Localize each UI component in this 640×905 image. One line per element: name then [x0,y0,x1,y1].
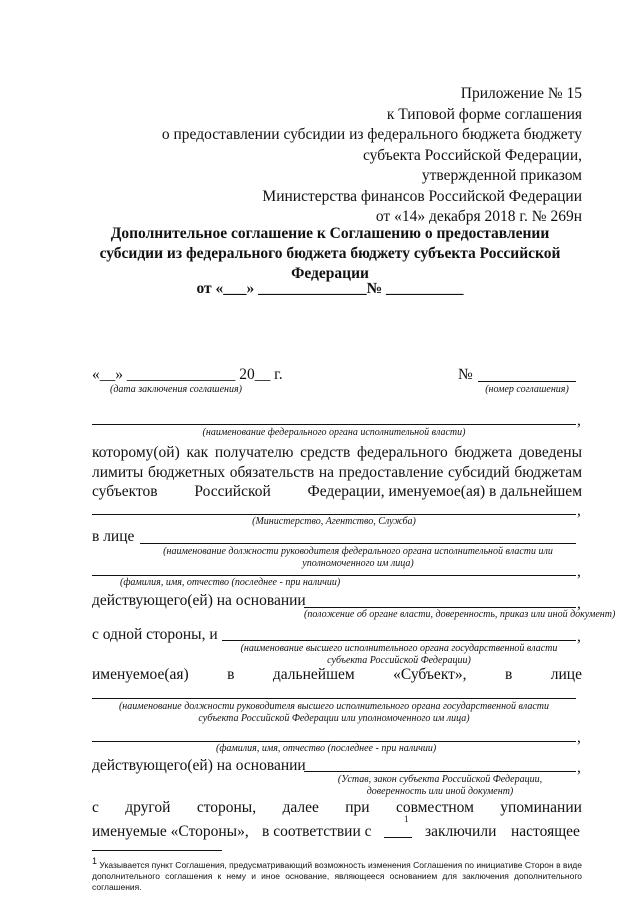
paragraph-1 [92,443,582,483]
subject-head-caption: (наименование должности руководителя высшего исполнительного органа государственной власти субъекта Российской Федерации или уполномоченного им лица) [118,701,550,724]
appendix-line-4: субъекта Российской Федерации, [363,146,582,164]
appendix-line-3: о предоставлении субсидии из федерального бюджета бюджету [161,126,582,143]
title-line-2: субсидии из федерального бюджета бюджету субъекта Российской [99,245,561,262]
footnote [92,856,582,893]
title-date-line: от «___» ______________№ __________ [196,280,464,297]
document-title [80,224,580,284]
paragraph-1-line-1: которому(ой) как получателю средств федерального бюджета доведены [92,444,582,461]
named-subject-line: именуемое(ая) в дальнейшем «Субъект», в лице [92,666,582,683]
fio-field-1 [92,575,576,576]
basis-caption-1: (положение об органе власти, доверенность, приказ или иной документ) [304,609,616,620]
appendix-header [162,84,582,228]
agreement-number-caption: (номер соглашения) [485,384,569,395]
title-line-3: Федерации [291,265,369,282]
appendix-line-6: Министерства финансов Российской Федерации [262,187,582,205]
footnote-mark: 1 [92,856,98,866]
agreement-date-caption: (дата заключения соглашения) [110,384,242,395]
subject-head-field [92,698,576,699]
last-line-concluded: заключили [425,823,497,840]
basis-point-field [384,837,412,838]
other-side-line: с другой стороны, далее при совместном упоминании [92,799,582,816]
ministry-field [92,514,576,515]
paragraph-1-line-2: лимиты бюджетных обязательств на предоставление субсидий бюджетам [92,464,582,481]
agreement-number-field [478,381,576,382]
basis-caption-2: (Устав, закон субъекта Российской Федерации, доверенность или иной документ) [337,774,543,797]
footnote-text: Указывается пункт Соглашения, предусматривающий возможность изменения Соглашения по инициативе Сторон в виде дополнительного соглашения к нему и иное основание, являющееся основанием для заключения дополнительного соглашения. [92,859,582,892]
paragraph-1-line-3: субъектов Российской Федерации, именуемое(ая) в дальнейшем [92,483,582,500]
fed-organ-field [92,424,576,425]
fio-caption-1: (фамилия, имя, отчество (последнее - при наличии) [120,577,341,588]
document-page: Приложение № 15 к Типовой форме соглашения о предоставлении субсидии из федерального бюджета бюджету субъекта Российской Федерации, утвержденной приказом Министерства финансов Российской Федерации от «14» декабря 2018 г. № 269н Дополнительное соглашение к Соглашению о предоставлении субсидии из федерального бюджета бюджету субъекта Российской Федерации от «___» ______________№ __________ «__» ______________ 20__ г. (дата заключения соглашения) № (номер соглашения) , (наименование федерального органа исполнительной власти) которому(ой) как получателю средств федерального бюджета доведены лимиты бюджетных обязательств на предоставление субсидий бюджетам субъектов Российской Федерации, именуемое(ая) в дальнейшем , (Министерство, Агентство, Служба) в лице (наименование должности руководителя федерального органа исполнительной власти или уполномоченного им лица) , (фамилия, имя, отчество (последнее - при наличии) действующего(ей) на основании , (положение об органе власти, доверенность, приказ или иной документ) с одной стороны, и , (наименование высшего исполнительного органа государственной власти субъекта Российской Федерации) именуемое(ая) в дальнейшем «Субъект», в лице (наименование должности руководителя высшего исполнительного органа государственной власти субъекта Российской Федерации или уполномоченного им лица) , (фамилия, имя, отчество (последнее - при наличии) действующего(ей) на основании , (Устав, закон субъекта Российской Федерации, доверенность или иной документ) с другой стороны, далее при совместном упоминании именуемые «Стороны», в соответствии с 1 заключили настоящее $^1$ Указывается пункт Соглашения, предусматривающий возможность изменения Соглашения по инициативе Сторон в виде дополнительного соглашения к нему и иное основание, являющееся основанием для заключения дополнительного соглашения. [0,0,640,905]
fio-caption-2: (фамилия, имя, отчество (последнее - при наличии) [216,743,437,754]
footnote-divider [92,850,222,851]
basis-field-2 [304,771,576,772]
basis-field-1 [304,607,576,608]
ministry-caption: (Министерство, Агентство, Служба) [252,516,416,527]
footnote-ref: 1 [404,814,409,824]
last-line-named-parties: именуемые «Стороны», [92,823,249,840]
acting-basis-label-1: действующего(ей) на основании [92,592,306,609]
head-position-caption: (наименование должности руководителя федерального органа исполнительной власти или уполномоченного им лица) [163,546,553,569]
appendix-line-1: Приложение № 15 [460,85,582,102]
last-line-present: настоящее [511,823,580,840]
appendix-line-2: к Типовой форме соглашения [386,105,582,123]
last-line-in-accordance: в соответствии с [262,823,372,840]
appendix-line-5: утвержденной приказом [421,167,582,184]
acting-basis-label-2: действующего(ей) на основании [92,757,306,774]
subject-organ-caption: (наименование высшего исполнительного органа государственной власти субъекта Российской Федерации) [240,643,558,666]
agreement-date-field: «__» ______________ 20__ г. [92,366,283,383]
head-position-field [140,543,576,544]
one-side-label: с одной стороны, и [92,626,218,643]
appendix-line-7: от «14» декабря 2018 г. № 269н [375,208,582,225]
fio-field-2 [92,741,576,742]
subject-organ-field [222,640,576,641]
title-line-1: Дополнительное соглашение к Соглашению о предоставлении [110,225,550,242]
fed-organ-caption: (наименование федерального органа исполнительной власти) [202,427,466,438]
number-sign: № [458,366,473,383]
in-person-label: в лице [92,528,135,545]
